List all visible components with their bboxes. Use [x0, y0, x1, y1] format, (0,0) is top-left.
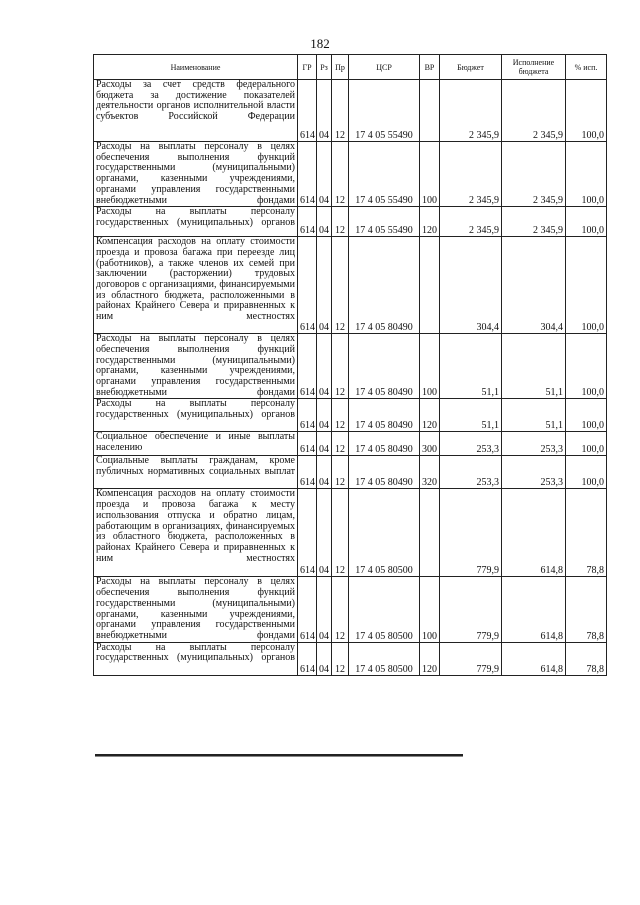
row-budget: 2 345,9 — [440, 80, 502, 142]
row-percent: 78,8 — [566, 642, 607, 675]
table-row — [94, 399, 607, 432]
row-execution: 253,3 — [502, 432, 566, 456]
row-name: Социальные выплаты гражданам, кроме публичных нормативных социальных выплат — [94, 456, 298, 489]
row-gr: 614 — [298, 577, 317, 642]
page-number: 182 — [310, 36, 330, 51]
row-execution: 2 345,9 — [502, 80, 566, 142]
table-row — [94, 334, 607, 399]
row-pr: 12 — [332, 399, 349, 432]
row-vr — [420, 489, 440, 577]
header-pr: Пр — [332, 55, 349, 80]
row-gr: 614 — [298, 237, 317, 334]
row-csr: 17 4 05 80490 — [349, 456, 420, 489]
row-rz: 04 — [317, 334, 332, 399]
header-budget: Бюджет — [440, 55, 502, 80]
row-pr: 12 — [332, 334, 349, 399]
row-budget: 2 345,9 — [440, 207, 502, 237]
row-gr: 614 — [298, 142, 317, 207]
row-csr: 17 4 05 55490 — [349, 80, 420, 142]
row-name: Расходы на выплаты персоналу государственных (муниципальных) органов — [94, 399, 298, 432]
row-gr: 614 — [298, 642, 317, 675]
table-row — [94, 237, 607, 334]
row-percent: 100,0 — [566, 237, 607, 334]
row-gr: 614 — [298, 80, 317, 142]
row-budget: 51,1 — [440, 334, 502, 399]
row-csr: 17 4 05 80490 — [349, 334, 420, 399]
row-gr: 614 — [298, 489, 317, 577]
row-execution: 304,4 — [502, 237, 566, 334]
row-pr: 12 — [332, 489, 349, 577]
row-vr: 100 — [420, 142, 440, 207]
row-budget: 779,9 — [440, 577, 502, 642]
table-row — [94, 489, 607, 577]
table-row — [94, 142, 607, 207]
header-gr: ГР — [298, 55, 317, 80]
table-row — [94, 577, 607, 642]
row-name: Расходы на выплаты персоналу государственных (муниципальных) органов — [94, 642, 298, 675]
row-budget: 253,3 — [440, 432, 502, 456]
row-gr: 614 — [298, 334, 317, 399]
header-execution: Исполнение бюджета — [502, 55, 566, 80]
row-name: Социальное обеспечение и иные выплаты населению — [94, 432, 298, 456]
row-vr: 120 — [420, 399, 440, 432]
row-name: Компенсация расходов на оплату стоимости проезда и провоза багажа к месту использования отпуска и обратно лицам, работающим в организациях, финансируемых из областного бюджета, расположенных в районах Крайнего Севера и приравненных к ним местностях — [94, 489, 298, 577]
row-percent: 100,0 — [566, 432, 607, 456]
row-name: Расходы на выплаты персоналу государственных (муниципальных) органов — [94, 207, 298, 237]
row-gr: 614 — [298, 456, 317, 489]
row-csr: 17 4 05 55490 — [349, 142, 420, 207]
row-execution: 253,3 — [502, 456, 566, 489]
row-pr: 12 — [332, 577, 349, 642]
row-name: Компенсация расходов на оплату стоимости проезда и провоза багажа при переезде лиц (работников), а также членов их семей при заключении (расторжении) трудовых договоров с организациями, финансируемыми из областного бюджета, расположенными в районах Крайнего Севера и приравненных к ним местностях — [94, 237, 298, 334]
row-percent: 78,8 — [566, 577, 607, 642]
row-percent: 100,0 — [566, 80, 607, 142]
row-gr: 614 — [298, 207, 317, 237]
header-csr: ЦСР — [349, 55, 420, 80]
row-execution: 614,8 — [502, 577, 566, 642]
row-pr: 12 — [332, 237, 349, 334]
row-vr: 100 — [420, 577, 440, 642]
row-budget: 304,4 — [440, 237, 502, 334]
header-name: Наименование — [94, 55, 298, 80]
row-pr: 12 — [332, 642, 349, 675]
header-rz: Рз — [317, 55, 332, 80]
table-row — [94, 432, 607, 456]
row-percent: 100,0 — [566, 399, 607, 432]
row-percent: 78,8 — [566, 489, 607, 577]
row-percent: 100,0 — [566, 207, 607, 237]
row-csr: 17 4 05 80490 — [349, 399, 420, 432]
row-csr: 17 4 05 80490 — [349, 237, 420, 334]
row-rz: 04 — [317, 577, 332, 642]
row-csr: 17 4 05 80500 — [349, 489, 420, 577]
table-row — [94, 456, 607, 489]
row-pr: 12 — [332, 80, 349, 142]
table-row — [94, 207, 607, 237]
row-rz: 04 — [317, 207, 332, 237]
row-pr: 12 — [332, 456, 349, 489]
row-csr: 17 4 05 80500 — [349, 577, 420, 642]
row-budget: 2 345,9 — [440, 142, 502, 207]
row-csr: 17 4 05 55490 — [349, 207, 420, 237]
row-rz: 04 — [317, 432, 332, 456]
row-csr: 17 4 05 80490 — [349, 432, 420, 456]
row-percent: 100,0 — [566, 456, 607, 489]
row-vr — [420, 80, 440, 142]
table-row — [94, 80, 607, 142]
row-execution: 614,8 — [502, 489, 566, 577]
row-execution: 51,1 — [502, 399, 566, 432]
row-rz: 04 — [317, 456, 332, 489]
row-rz: 04 — [317, 642, 332, 675]
row-execution: 2 345,9 — [502, 142, 566, 207]
row-name: Расходы на выплаты персоналу в целях обеспечения выполнения функций государственными (муниципальными) органами, казенными учреждениями, органами управления государственными внебюджетными фондами — [94, 334, 298, 399]
row-pr: 12 — [332, 207, 349, 237]
row-gr: 614 — [298, 399, 317, 432]
row-vr — [420, 237, 440, 334]
row-budget: 779,9 — [440, 489, 502, 577]
header-percent: % исп. — [566, 55, 607, 80]
row-budget: 51,1 — [440, 399, 502, 432]
header-vr: ВР — [420, 55, 440, 80]
row-vr: 300 — [420, 432, 440, 456]
row-vr: 120 — [420, 642, 440, 675]
row-budget: 253,3 — [440, 456, 502, 489]
row-csr: 17 4 05 80500 — [349, 642, 420, 675]
row-execution: 51,1 — [502, 334, 566, 399]
row-vr: 120 — [420, 207, 440, 237]
row-vr: 100 — [420, 334, 440, 399]
row-execution: 614,8 — [502, 642, 566, 675]
row-percent: 100,0 — [566, 334, 607, 399]
row-execution: 2 345,9 — [502, 207, 566, 237]
table-header-row — [94, 55, 607, 80]
row-name: Расходы на выплаты персоналу в целях обеспечения выполнения функций государственными (муниципальными) органами, казенными учреждениями, органами управления государственными внебюджетными фондами — [94, 577, 298, 642]
row-pr: 12 — [332, 432, 349, 456]
row-name: Расходы на выплаты персоналу в целях обеспечения выполнения функций государственными (муниципальными) органами, казенными учреждениями, органами управления государственными внебюджетными фондами — [94, 142, 298, 207]
row-vr: 320 — [420, 456, 440, 489]
table-row — [94, 642, 607, 675]
row-rz: 04 — [317, 399, 332, 432]
row-gr: 614 — [298, 432, 317, 456]
footer-divider-shadow — [95, 756, 463, 757]
row-rz: 04 — [317, 489, 332, 577]
row-rz: 04 — [317, 80, 332, 142]
row-pr: 12 — [332, 142, 349, 207]
row-percent: 100,0 — [566, 142, 607, 207]
row-rz: 04 — [317, 142, 332, 207]
row-budget: 779,9 — [440, 642, 502, 675]
row-rz: 04 — [317, 237, 332, 334]
row-name: Расходы за счет средств федерального бюджета за достижение показателей деятельности органов исполнительной власти субъектов Российской Федерации — [94, 80, 298, 142]
budget-table — [93, 54, 607, 676]
